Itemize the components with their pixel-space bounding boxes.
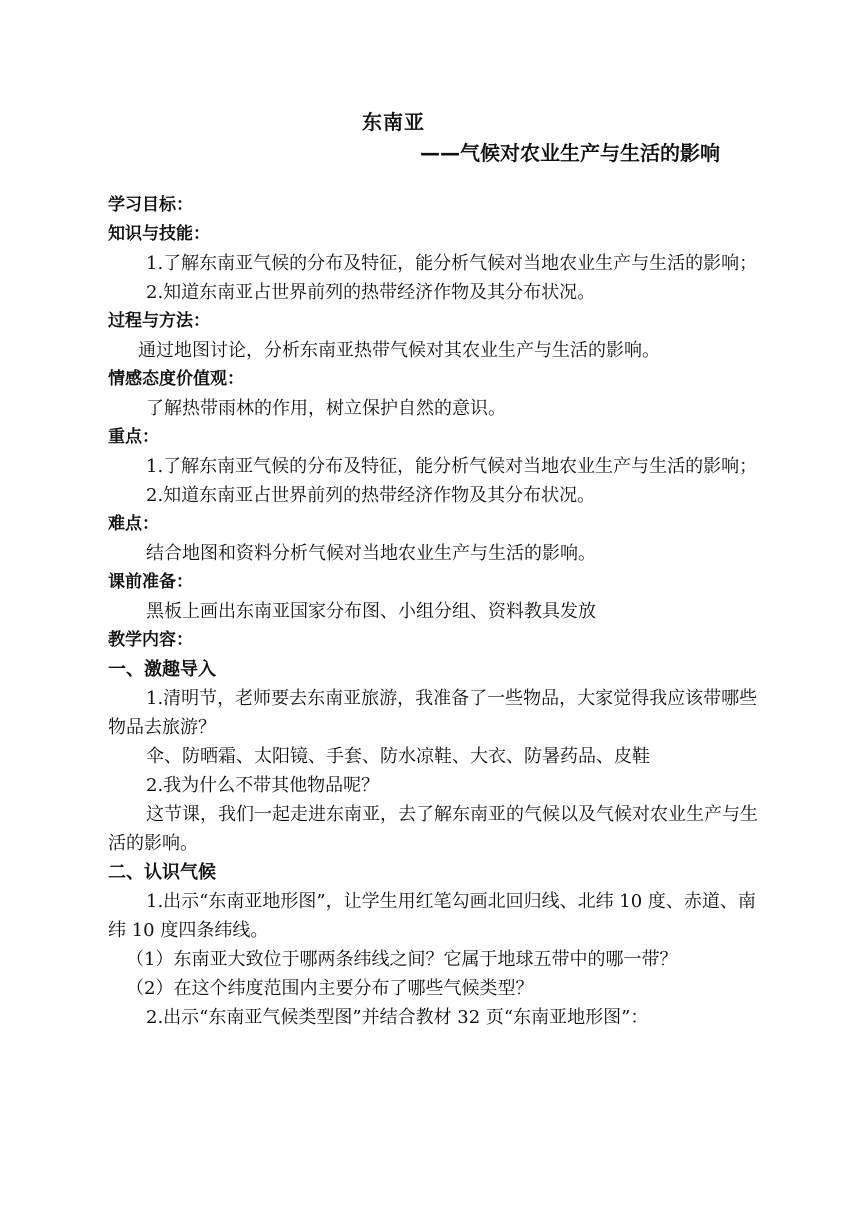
section-1-paragraph-3: 这节课，我们一起走进东南亚，去了解东南亚的气候以及气候对农业生产与生活的影响。 (108, 804, 758, 854)
section-1-items: 伞、防晒霜、太阳镜、手套、防水凉鞋、大衣、防暑药品、皮鞋 (146, 746, 650, 767)
section-2-paragraph-1: 1.出示“东南亚地形图”，让学生用红笔勾画北回归线、北纬 10 度、赤道、南纬 10 度四条纬线。 (108, 891, 756, 941)
heading-knowledge: 知识与技能： (108, 224, 210, 244)
heading-preparation: 课前准备： (108, 572, 193, 592)
section-1-paragraph-2: 2.我为什么不带其他物品呢？ (146, 775, 380, 796)
document-title: 东南亚 (362, 110, 425, 134)
key-point-1: 1.了解东南亚气候的分布及特征，能分析气候对当地农业生产与生活的影响； (146, 456, 758, 477)
process-text: 通过地图讨论，分析东南亚热带气候对其农业生产与生活的影响。 (138, 340, 660, 361)
preparation-text: 黑板上画出东南亚国家分布图、小组分组、资料教具发放 (146, 601, 596, 622)
knowledge-item-1: 1.了解东南亚气候的分布及特征，能分析气候对当地农业生产与生活的影响； (146, 253, 758, 274)
heading-objectives: 学习目标： (108, 195, 193, 215)
heading-key-points: 重点： (108, 427, 159, 447)
section-1-paragraph-1: 1.清明节，老师要去东南亚旅游，我准备了一些物品，大家觉得我应该带哪些物品去旅游？ (108, 688, 758, 738)
section-2-question-1: （1）东南亚大致位于哪两条纬线之间？它属于地球五带中的哪一带？ (126, 949, 678, 970)
key-point-2: 2.知道东南亚占世界前列的热带经济作物及其分布状况。 (146, 485, 596, 506)
difficult-text: 结合地图和资料分析气候对当地农业生产与生活的影响。 (146, 543, 596, 564)
section-2-paragraph-2: 2.出示“东南亚气候类型图”并结合教材 32 页“东南亚地形图”： (146, 1007, 649, 1028)
knowledge-item-2: 2.知道东南亚占世界前列的热带经济作物及其分布状况。 (146, 282, 596, 303)
section-1-title: 一、激趣导入 (108, 659, 216, 680)
document-body (108, 191, 758, 1032)
heading-process: 过程与方法： (108, 311, 210, 331)
emotion-text: 了解热带雨林的作用，树立保护自然的意识。 (146, 398, 506, 419)
section-2-question-2: （2）在这个纬度范围内主要分布了哪些气候类型？ (126, 978, 534, 999)
heading-teaching-content: 教学内容： (108, 630, 193, 650)
section-2-title: 二、认识气候 (108, 862, 216, 883)
heading-emotion: 情感态度价值观： (108, 369, 244, 389)
heading-difficult-points: 难点： (108, 514, 159, 534)
document-subtitle: ——气候对农业生产与生活的影响 (420, 141, 720, 165)
